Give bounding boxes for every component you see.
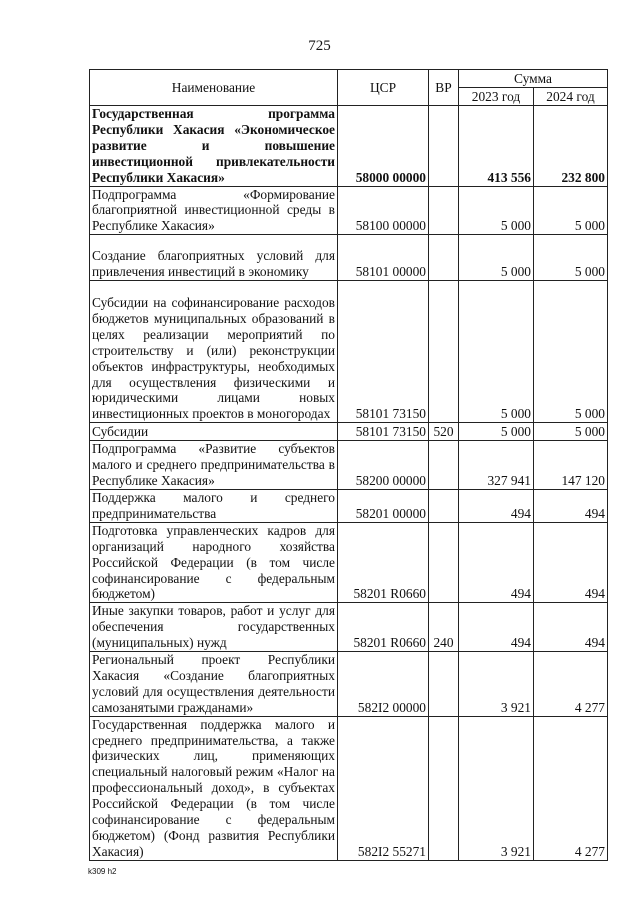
row-vr-cell	[429, 652, 459, 717]
row-vr-cell	[429, 489, 459, 522]
row-sum-2024-cell: 5 000	[534, 423, 608, 441]
row-vr-cell	[429, 235, 459, 281]
table-body	[90, 106, 608, 861]
row-csr-cell: 58200 00000	[338, 441, 429, 490]
row-sum-2023-cell: 327 941	[459, 441, 534, 490]
header-name: Наименование	[90, 70, 338, 106]
row-name-cell: Подпрограмма «Формирование благоприятной инвестиционной среды в Республике Хакасия»	[90, 186, 338, 235]
row-csr-cell: 58201 R0660	[338, 522, 429, 603]
row-name-cell: Субсидии	[90, 423, 338, 441]
row-csr-cell: 582I2 55271	[338, 716, 429, 860]
row-csr-cell: 58100 00000	[338, 186, 429, 235]
row-sum-2024-cell: 494	[534, 522, 608, 603]
table-row	[90, 603, 608, 652]
table-row	[90, 489, 608, 522]
row-sum-2023-cell: 5 000	[459, 281, 534, 423]
row-csr-cell: 582I2 00000	[338, 652, 429, 717]
row-sum-2024-cell: 494	[534, 603, 608, 652]
row-csr-cell: 58101 73150	[338, 423, 429, 441]
budget-table	[89, 69, 608, 861]
header-year-2024: 2024 год	[534, 88, 608, 106]
row-sum-2024-cell: 4 277	[534, 652, 608, 717]
row-vr-cell	[429, 522, 459, 603]
header-vr: ВР	[429, 70, 459, 106]
row-sum-2024-cell: 494	[534, 489, 608, 522]
row-sum-2024-cell: 4 277	[534, 716, 608, 860]
row-sum-2024-cell: 147 120	[534, 441, 608, 490]
row-csr-cell: 58101 73150	[338, 281, 429, 423]
row-sum-2023-cell: 413 556	[459, 106, 534, 187]
row-csr-cell: 58201 R0660	[338, 603, 429, 652]
row-sum-2023-cell: 5 000	[459, 186, 534, 235]
row-vr-cell	[429, 441, 459, 490]
row-sum-2023-cell: 5 000	[459, 235, 534, 281]
row-sum-2023-cell: 494	[459, 489, 534, 522]
row-name-cell: Субсидии на софинансирование расходов бюджетов муниципальных образований в целях реализации мероприятий по строительству и (или) реконструкции объектов инфраструктуры, необходимых для осуществления физическими и юридическими лицами новых инвестиционных проектов в моногородах	[90, 281, 338, 423]
row-name-cell: Государственная программа Республики Хакасия «Экономическое развитие и повышение инвестиционной привлекательности Республики Хакасия»	[90, 106, 338, 187]
header-sum: Сумма	[459, 70, 608, 88]
table-row	[90, 441, 608, 490]
row-sum-2024-cell: 5 000	[534, 186, 608, 235]
table-row	[90, 522, 608, 603]
row-sum-2023-cell: 3 921	[459, 716, 534, 860]
row-csr-cell: 58101 00000	[338, 235, 429, 281]
row-sum-2024-cell: 232 800	[534, 106, 608, 187]
footer-code: k309 h2	[88, 867, 117, 876]
table-row	[90, 235, 608, 281]
row-name-cell: Подпрограмма «Развитие субъектов малого и среднего предпринимательства в Республике Хакасия»	[90, 441, 338, 490]
row-sum-2023-cell: 494	[459, 603, 534, 652]
table-row	[90, 652, 608, 717]
row-sum-2024-cell: 5 000	[534, 281, 608, 423]
row-name-cell: Создание благоприятных условий для привлечения инвестиций в экономику	[90, 235, 338, 281]
header-year-2023: 2023 год	[459, 88, 534, 106]
row-vr-cell	[429, 186, 459, 235]
row-vr-cell	[429, 106, 459, 187]
row-vr-cell	[429, 716, 459, 860]
row-sum-2023-cell: 494	[459, 522, 534, 603]
row-sum-2023-cell: 3 921	[459, 652, 534, 717]
row-name-cell: Государственная поддержка малого и среднего предпринимательства, а также физических лиц, применяющих специальный налоговый режим «Налог на профессиональный доход», в субъектах Российской Федерации (в том числе софинансирование с федеральным бюджетом) (Фонд развития Республики Хакасия)	[90, 716, 338, 860]
table-row	[90, 186, 608, 235]
table-header	[90, 70, 608, 106]
row-name-cell: Региональный проект Республики Хакасия «Создание благоприятных условий для осуществления деятельности самозанятыми гражданами»	[90, 652, 338, 717]
row-vr-cell: 520	[429, 423, 459, 441]
row-csr-cell: 58000 00000	[338, 106, 429, 187]
table-row	[90, 281, 608, 423]
row-name-cell: Иные закупки товаров, работ и услуг для обеспечения государственных (муниципальных) нужд	[90, 603, 338, 652]
row-sum-2023-cell: 5 000	[459, 423, 534, 441]
table-row	[90, 106, 608, 187]
page-number: 725	[308, 38, 331, 54]
table-row	[90, 423, 608, 441]
row-csr-cell: 58201 00000	[338, 489, 429, 522]
row-vr-cell	[429, 281, 459, 423]
header-csr: ЦСР	[338, 70, 429, 106]
row-name-cell: Подготовка управленческих кадров для организаций народного хозяйства Российской Федерации (в том числе софинансирование с федеральным бюджетом)	[90, 522, 338, 603]
row-vr-cell: 240	[429, 603, 459, 652]
row-sum-2024-cell: 5 000	[534, 235, 608, 281]
row-name-cell: Поддержка малого и среднего предпринимательства	[90, 489, 338, 522]
table-row	[90, 716, 608, 860]
